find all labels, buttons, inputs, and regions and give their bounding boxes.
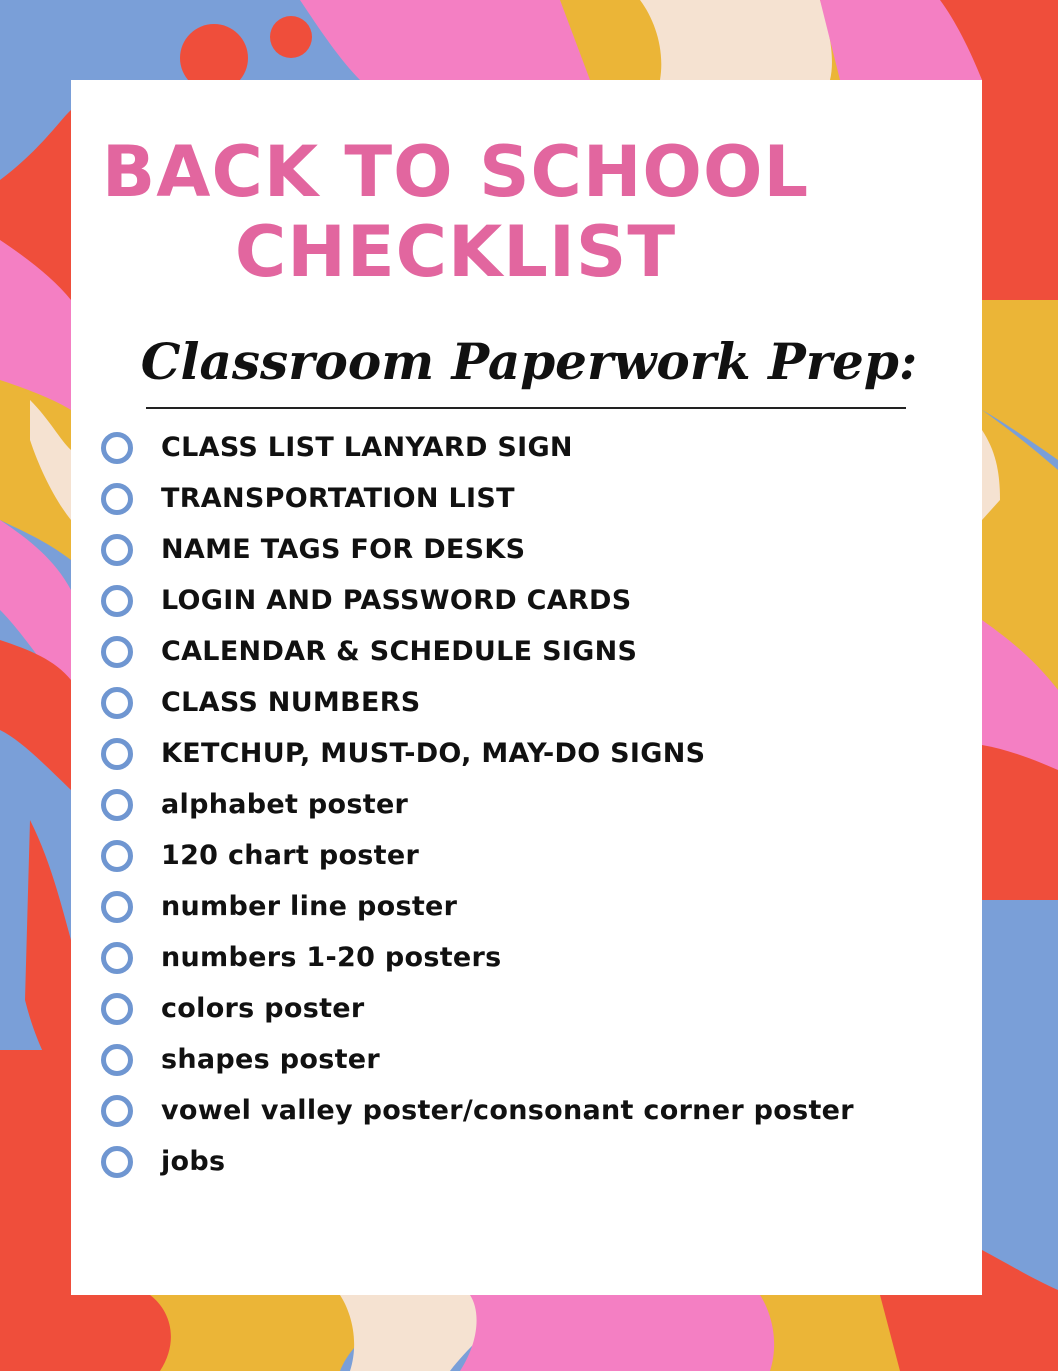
checklist-item xyxy=(0,985,1058,1036)
checklist-item-label: jobs xyxy=(161,1146,226,1177)
checklist-item xyxy=(0,832,1058,883)
section-heading: Classroom Paperwork Prep: xyxy=(140,332,918,391)
checkbox-circle[interactable] xyxy=(101,942,133,974)
checklist-item xyxy=(0,1087,1058,1138)
checklist-item xyxy=(0,883,1058,934)
checklist-item-label: alphabet poster xyxy=(161,789,409,820)
checkbox-circle[interactable] xyxy=(101,585,133,617)
checkbox-circle[interactable] xyxy=(101,738,133,770)
decor-dot-small xyxy=(270,16,312,58)
checkbox-circle[interactable] xyxy=(101,687,133,719)
checklist-item-label: shapes poster xyxy=(161,1044,381,1075)
checklist-item xyxy=(0,730,1058,781)
checkbox-circle[interactable] xyxy=(101,1095,133,1127)
checklist-item xyxy=(0,679,1058,730)
checklist-item-label: numbers 1-20 posters xyxy=(161,942,502,973)
checklist-item-label: TRANSPORTATION LIST xyxy=(161,483,515,514)
checkbox-circle[interactable] xyxy=(101,891,133,923)
checklist-item xyxy=(0,475,1058,526)
checkbox-circle[interactable] xyxy=(101,1044,133,1076)
checklist-item xyxy=(0,628,1058,679)
checklist-item-label: CALENDAR & SCHEDULE SIGNS xyxy=(161,636,638,667)
checklist-item-label: colors poster xyxy=(161,993,365,1024)
checkbox-circle[interactable] xyxy=(101,636,133,668)
checkbox-circle[interactable] xyxy=(101,534,133,566)
checklist-item xyxy=(0,1036,1058,1087)
checklist xyxy=(0,424,1058,1189)
checkbox-circle[interactable] xyxy=(101,840,133,872)
checkbox-circle[interactable] xyxy=(101,483,133,515)
checklist-item xyxy=(0,781,1058,832)
checklist-item xyxy=(0,934,1058,985)
checklist-item-label: CLASS LIST LANYARD SIGN xyxy=(161,432,573,463)
checkbox-circle[interactable] xyxy=(101,993,133,1025)
page-title-line-2: CHECKLIST xyxy=(234,211,677,293)
heading-underline xyxy=(146,407,906,409)
checklist-item xyxy=(0,577,1058,628)
checklist-item-label: CLASS NUMBERS xyxy=(161,687,421,718)
checkbox-circle[interactable] xyxy=(101,789,133,821)
checklist-item-label: vowel valley poster/consonant corner poster xyxy=(161,1095,854,1126)
checklist-item-label: number line poster xyxy=(161,891,458,922)
checklist-item-label: 120 chart poster xyxy=(161,840,420,871)
checklist-item-label: NAME TAGS FOR DESKS xyxy=(161,534,526,565)
checklist-item-label: LOGIN AND PASSWORD CARDS xyxy=(161,585,632,616)
checkbox-circle[interactable] xyxy=(101,1146,133,1178)
checkbox-circle[interactable] xyxy=(101,432,133,464)
checklist-item xyxy=(0,1138,1058,1189)
checklist-item-label: KETCHUP, MUST-DO, MAY-DO SIGNS xyxy=(161,738,706,769)
checklist-item xyxy=(0,424,1058,475)
page-title-line-1: BACK TO SCHOOL xyxy=(101,131,810,213)
checklist-item xyxy=(0,526,1058,577)
